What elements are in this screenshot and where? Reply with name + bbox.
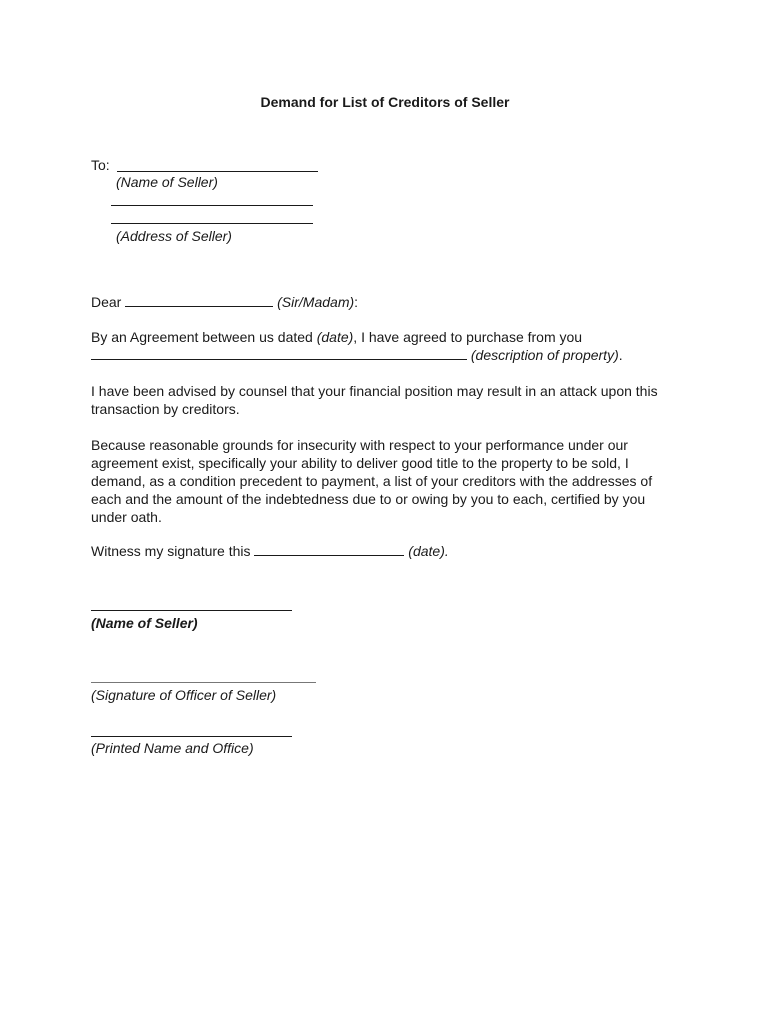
agreement-line-2: (description of property). [91, 346, 623, 364]
agreement-date: (date) [316, 329, 354, 345]
address-of-seller-label: (Address of Seller) [116, 228, 232, 244]
agreement-text-a: By an Agreement between us dated [91, 329, 313, 345]
witness-line [91, 542, 449, 560]
name-of-seller-label: (Name of Seller) [116, 174, 218, 190]
document-title: Demand for List of Creditors of Seller [260, 94, 510, 110]
to-label: To: [91, 157, 110, 173]
description-of-property: (description of property) [470, 347, 619, 363]
agreement-line-1 [91, 328, 582, 346]
property-blank [91, 346, 467, 360]
signature-printed-name-label: (Printed Name and Office) [91, 740, 254, 756]
to-seller-name-line [117, 171, 318, 172]
signature-officer-label: (Signature of Officer of Seller) [91, 687, 277, 703]
paragraph-insecurity: Because reasonable grounds for insecurity with respect to your performance under our agreement exist, specifically your ability to deliver good title to the property to be sold, I demand, as a condition precedent to payment, a list of your creditors with the addresses of each and the amount of the indebtedness due to or owing by you to each, certified by you under oath. [91, 437, 653, 525]
dear-label: Dear [91, 294, 122, 310]
printed-name-line [91, 736, 292, 737]
address-line-1 [111, 205, 313, 206]
signature-name-of-seller: (Name of Seller) [91, 615, 198, 631]
salutation: Dear (Sir/Madam): [91, 294, 359, 310]
address-line-2 [111, 223, 313, 224]
paragraph-counsel: I have been advised by counsel that your financial position may result in an attack upon this transaction by creditors. [91, 383, 658, 417]
witness-date: (date). [408, 543, 449, 559]
witness-text: Witness my signature this [91, 543, 251, 559]
seller-name-signature-line [91, 610, 292, 611]
officer-signature-line [91, 682, 316, 683]
witness-date-blank [254, 542, 404, 556]
sir-madam-label: (Sir/Madam) [277, 294, 355, 310]
salutation-blank [125, 293, 273, 307]
agreement-text-b: , I have agreed to purchase from you [353, 329, 583, 345]
